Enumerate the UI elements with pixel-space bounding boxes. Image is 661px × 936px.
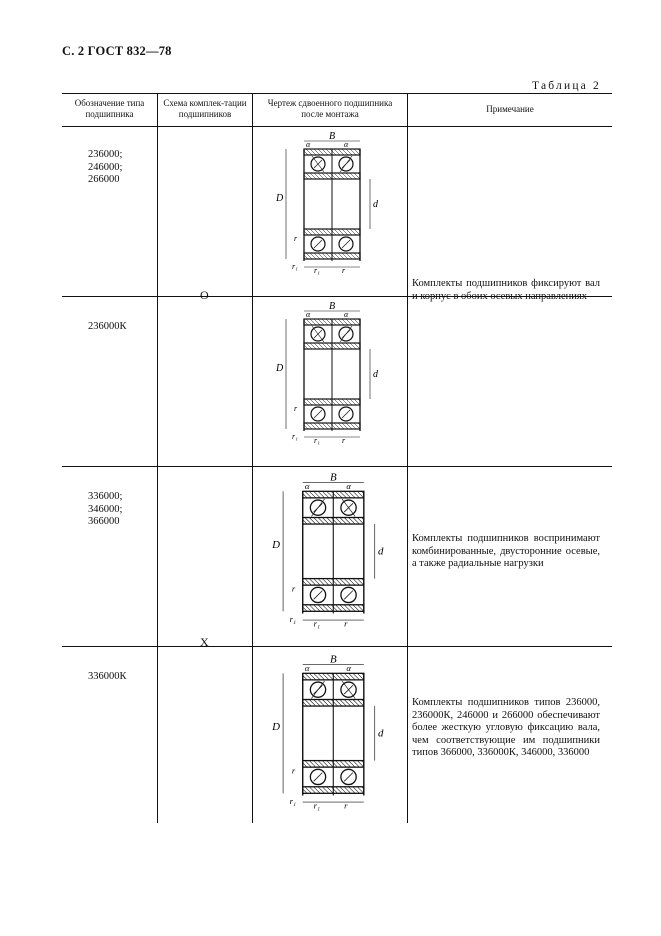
bearing-drawing-x — [270, 471, 390, 636]
table-caption: Таблица 2 — [532, 80, 601, 92]
column-header-scheme: Схема комплек-тации подшипников — [163, 98, 247, 119]
dim-d-label: D — [272, 539, 281, 552]
r-label: r — [342, 436, 346, 445]
alpha-label: α — [304, 663, 310, 674]
r-label: r — [344, 618, 348, 629]
dim-b-label: B — [329, 301, 336, 312]
r-label: r — [294, 234, 298, 243]
type-cell: 336000; 346000; 366000 — [88, 491, 123, 527]
type-cell: 336000К — [88, 671, 127, 682]
dim-b-label: B — [329, 131, 336, 142]
dim-d-label: D — [272, 721, 281, 734]
alpha-label: α — [346, 663, 351, 674]
table-top-border — [62, 93, 612, 94]
r1-label: r₁ — [289, 614, 297, 625]
page-header: С. 2 ГОСТ 832—78 — [62, 44, 172, 58]
r1-label: r₁ — [292, 432, 298, 441]
bearing-drawing-o-k — [274, 301, 384, 451]
note-fixing: Комплекты подшипников фиксируют вал и корпус в обоих осевых направлениях — [412, 278, 600, 302]
r1-label: r₁ — [313, 618, 321, 629]
column-divider — [252, 93, 253, 823]
r-label: r — [294, 404, 298, 413]
r1-label: r₁ — [314, 266, 320, 275]
dim-small-d-label: d — [373, 199, 378, 210]
note-loads: Комплекты подшипников воспринимают комбинированные, двусторонние осевые, а также радиальные нагрузки — [412, 533, 600, 569]
column-divider — [407, 93, 408, 823]
scheme-x: Х — [200, 635, 209, 649]
dim-small-d-label: d — [373, 369, 378, 380]
column-divider — [157, 93, 158, 823]
r1-label: r₁ — [313, 800, 321, 811]
r1-label: r₁ — [314, 436, 320, 445]
bearing-drawing-x-k — [270, 653, 390, 818]
alpha-label: α — [344, 310, 349, 319]
dim-small-d-label: d — [378, 727, 384, 740]
r-label: r — [291, 765, 296, 776]
r1-label: r₁ — [292, 262, 298, 271]
column-header-note: Примечание — [486, 104, 534, 114]
column-header-drawing: Чертеж сдвоенного подшипника после монтажа — [267, 98, 393, 119]
dim-d-label: D — [276, 363, 284, 374]
alpha-label: α — [304, 481, 310, 492]
type-cell: 236000; 246000; 266000 — [88, 149, 123, 185]
dim-b-label: B — [330, 471, 337, 484]
row-divider — [62, 466, 612, 467]
bearing-drawing-o — [274, 131, 384, 281]
alpha-label: α — [346, 481, 351, 492]
type-cell: 236000К — [88, 321, 127, 332]
bearing-table — [62, 93, 612, 823]
note-rigidity: Комплекты подшипников типов 236000, 236000К, 246000 и 266000 обеспечивают более жесткую угловую фиксацию вала, чем соответствующие им подшипники типов 366000, 336000К, 346000, 336000 — [412, 697, 600, 758]
r-label: r — [342, 266, 346, 275]
row-divider — [62, 646, 612, 647]
dim-small-d-label: d — [378, 545, 384, 558]
header-bottom-border — [62, 126, 612, 127]
column-header-type: Обозначение типа подшипника — [74, 98, 145, 119]
r-label: r — [344, 800, 348, 811]
scheme-o: О — [200, 288, 209, 302]
r1-label: r₁ — [289, 796, 297, 807]
alpha-label: α — [306, 140, 311, 149]
alpha-label: α — [306, 310, 311, 319]
dim-d-label: D — [276, 193, 284, 204]
dim-b-label: B — [330, 653, 337, 666]
r-label: r — [291, 583, 296, 594]
alpha-label: α — [344, 140, 349, 149]
